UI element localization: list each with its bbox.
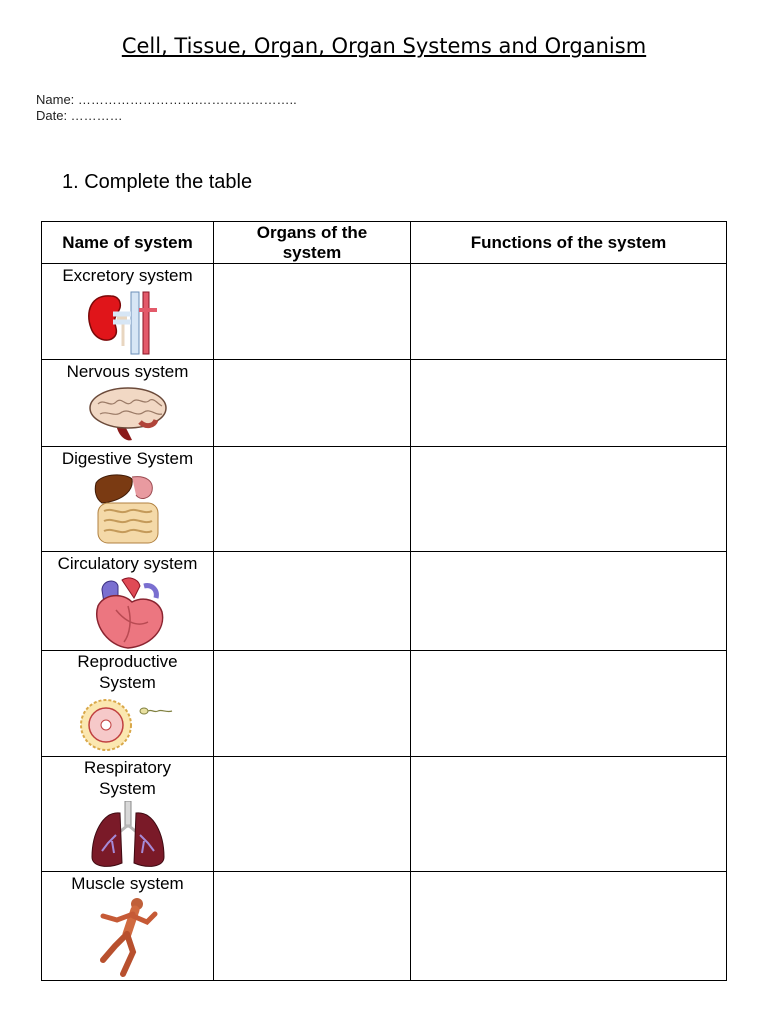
table-row xyxy=(42,447,727,552)
organs-answer-cell[interactable] xyxy=(214,264,411,360)
system-name-cell xyxy=(42,360,214,447)
header-organs: Organs of the system xyxy=(214,222,411,264)
functions-answer-cell[interactable] xyxy=(411,757,727,872)
worksheet-title: Cell, Tissue, Organ, Organ Systems and Organism xyxy=(121,34,647,58)
system-name: Digestive System xyxy=(61,449,194,468)
systems-table xyxy=(41,221,727,981)
system-name: Excretory system xyxy=(62,266,193,285)
system-name: Muscle system xyxy=(71,874,184,893)
table-row xyxy=(42,264,727,360)
system-name-cell xyxy=(42,757,214,872)
system-name-cell xyxy=(42,651,214,757)
organs-answer-cell[interactable] xyxy=(214,757,411,872)
organs-answer-cell[interactable] xyxy=(214,872,411,981)
table-row xyxy=(42,651,727,757)
functions-answer-cell[interactable] xyxy=(411,872,727,981)
system-name-cell xyxy=(42,447,214,552)
header-name-of-system: Name of system xyxy=(42,222,214,264)
system-name: Respiratory System xyxy=(84,758,171,798)
name-line: Name: ……………………….………………….. xyxy=(36,92,297,107)
digestive-organs-icon xyxy=(92,471,164,547)
heart-icon xyxy=(88,576,168,650)
egg-sperm-icon xyxy=(80,695,176,753)
lungs-icon xyxy=(88,801,168,871)
question-heading: 1. Complete the table xyxy=(62,171,253,193)
header-functions: Functions of the system xyxy=(411,222,727,264)
kidney-icon xyxy=(83,288,173,358)
system-name: Circulatory system xyxy=(57,554,198,573)
table-row xyxy=(42,872,727,981)
student-info xyxy=(36,92,297,124)
system-name-cell xyxy=(42,872,214,981)
organs-answer-cell[interactable] xyxy=(214,447,411,552)
brain-icon xyxy=(86,384,170,444)
table-row xyxy=(42,552,727,651)
organs-answer-cell[interactable] xyxy=(214,360,411,447)
system-name-cell xyxy=(42,552,214,651)
functions-answer-cell[interactable] xyxy=(411,447,727,552)
table-row xyxy=(42,757,727,872)
table-row xyxy=(42,360,727,447)
organs-answer-cell[interactable] xyxy=(214,552,411,651)
running-muscle-figure-icon xyxy=(93,896,163,978)
date-line: Date: ………… xyxy=(36,108,123,123)
system-name: Reproductive System xyxy=(77,652,178,692)
organs-answer-cell[interactable] xyxy=(214,651,411,757)
system-name: Nervous system xyxy=(66,362,189,381)
table-header-row xyxy=(42,222,727,264)
functions-answer-cell[interactable] xyxy=(411,264,727,360)
functions-answer-cell[interactable] xyxy=(411,552,727,651)
functions-answer-cell[interactable] xyxy=(411,360,727,447)
functions-answer-cell[interactable] xyxy=(411,651,727,757)
system-name-cell xyxy=(42,264,214,360)
